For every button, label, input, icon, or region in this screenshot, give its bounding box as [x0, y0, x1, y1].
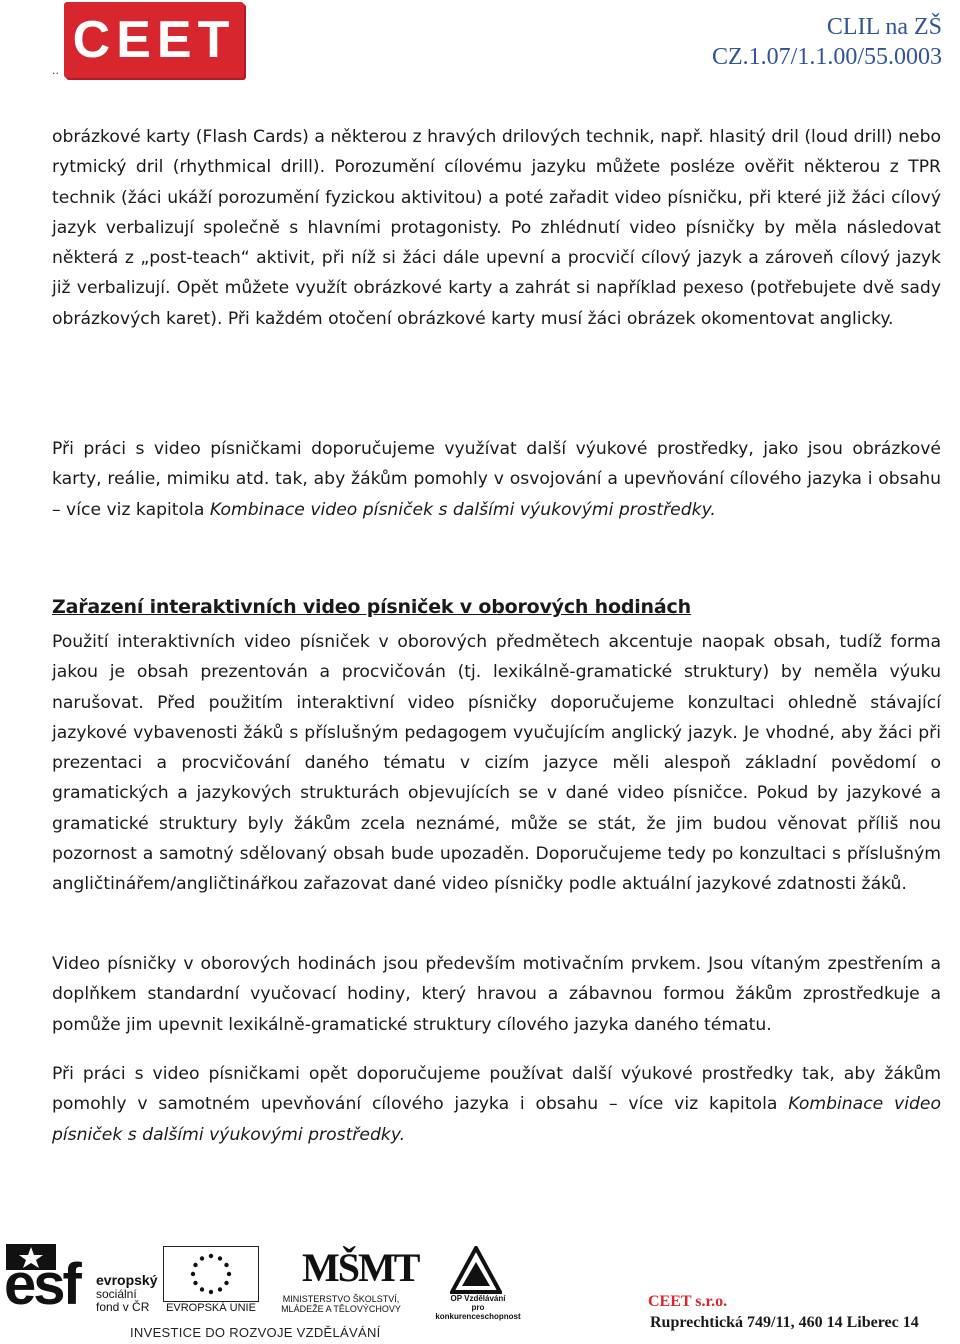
section-heading: Zařazení interaktivních video písniček v oborových hodinách — [52, 596, 691, 618]
paragraph-teaching-aids-2 — [52, 1059, 941, 1150]
eu-label: EVROPSKÁ UNIE — [166, 1302, 256, 1314]
paragraph-intro: obrázkové karty (Flash Cards) a některou z hravých drilových technik, např. hlasitý dril (loud drill) nebo rytmický dril (rhythmical drill). Porozumění cílovému jazyku můžete posléze ověřit některou z TPR technik (žáci ukáží porozumění fyzickou aktivitou) a poté zařadit video písničku, při které již žáci cílový jazyk verbalizují společně s hlavními protagonisty. Po zhlédnutí video písničky by měla následovat některá z „post-teach“ aktivit, při níž si žáci dále upevní a procvičí cílový jazyk a zároveň cílový jazyk již verbalizují. Opět můžete využít obrázkové karty a zahrát si například pexeso (potřebujete dvě sady obrázkových karet). Při každém otočení obrázkové karty musí žáci obrázek okomentovat anglicky. — [52, 127, 941, 329]
ceet-logo-text: CEET — [72, 11, 236, 69]
header-project-code: CZ.1.07/1.1.00/55.0003 — [711, 44, 942, 70]
esf-line2: sociální — [96, 1287, 137, 1301]
eu-flag-icon — [163, 1246, 259, 1302]
msmt-mark: MŠMT — [302, 1245, 419, 1290]
msmt-logo — [262, 1244, 420, 1316]
header-dots: .. — [52, 64, 59, 77]
company-name: CEET s.r.o. — [648, 1293, 728, 1310]
eu-logo — [163, 1246, 257, 1316]
chapter-reference: Kombinace video písniček s dalšími výukovými prostředky. — [209, 499, 716, 520]
paragraph-teaching-aids-2-text: Při práci s video písničkami opět doporučujeme používat další výukové prostředky tak, aby žákům pomohly v samotném upevňování cílového jazyka i obsahu – více viz kapitola — [52, 1064, 941, 1115]
esf-logo — [4, 1244, 158, 1316]
paragraph-teaching-aids-text: Při práci s video písničkami doporučujeme využívat další výukové prostředky, jako jsou obrázkové karty, reálie, mimiku atd. tak, aby žákům pomohly v osvojování a upevňování cílového jazyka i obsahu – více viz kapitola — [52, 439, 941, 520]
paragraph-teaching-aids — [52, 434, 941, 525]
paragraph-motivation: Video písničky v oborových hodinách jsou především motivačním prvkem. Jsou vítaným zpestřením a doplňkem standardní vyučovací hodiny, který hravou a zábavnou formou žákům zprostředkuje a pomůže jim upevnit lexikálně-gramatické struktury cílového jazyka daného tématu. — [52, 954, 941, 1035]
esf-mark: esf — [4, 1252, 79, 1317]
op-logo — [428, 1246, 528, 1321]
company-address: Ruprechtická 749/11, 460 14 Liberec 14 — [650, 1314, 919, 1331]
header-project-info — [712, 12, 942, 72]
esf-line3: fond v ČR — [96, 1300, 150, 1314]
investment-slogan: INVESTICE DO ROZVOJE VZDĚLÁVÁNÍ — [130, 1325, 381, 1340]
paragraph-subject-lessons: Použití interaktivních video písniček v oborových předmětech akcentuje naopak obsah, tudíž forma jakou je obsah prezentován a procvičován (tj. lexikálně-gramatické struktury) by neměla výuku narušovat. Před použitím interaktivní video písničky doporučujeme konzultaci ohledně stávající jazykové vybavenosti žáků s příslušným pedagogem vyučujícím anglický jazyk. Je vhodné, aby žáci při prezentaci a procvičování daného tématu v cizím jazyce měli alespoň základní povědomí o gramatických a jazykových strukturách objevujících se v dané video písničce. Pokud by jazykové a gramatické struktury byly žákům zcela neznámé, může se stát, že jim budou věnovat příliš nou pozornost a samotný sdělovaný obsah bude upozaděn. Doporučujeme tedy po konzultaci s příslušným angličtinářem/angličtinářkou zařazovat dané video písničky podle aktuální jazykové zdatnosti žáků. — [52, 632, 941, 895]
ceet-logo — [64, 2, 244, 78]
op-emblem-icon — [450, 1246, 502, 1294]
op-text — [428, 1294, 528, 1321]
esf-text — [96, 1274, 157, 1314]
esf-line1: evropský — [96, 1272, 158, 1288]
msmt-line1: MINISTERSTVO ŠKOLSTVÍ, — [282, 1294, 400, 1304]
op-line2: pro konkurenceschopnost — [435, 1303, 521, 1321]
msmt-line2: MLÁDEŽE A TĚLOVÝCHOVY — [281, 1304, 401, 1314]
msmt-text — [262, 1294, 420, 1314]
header-project-title: CLIL na ZŠ — [826, 14, 942, 40]
op-line1: OP Vzdělávání — [450, 1294, 506, 1303]
chapter-reference-2: Kombinace video písniček s dalšími výukovými prostředky. — [52, 1094, 941, 1145]
